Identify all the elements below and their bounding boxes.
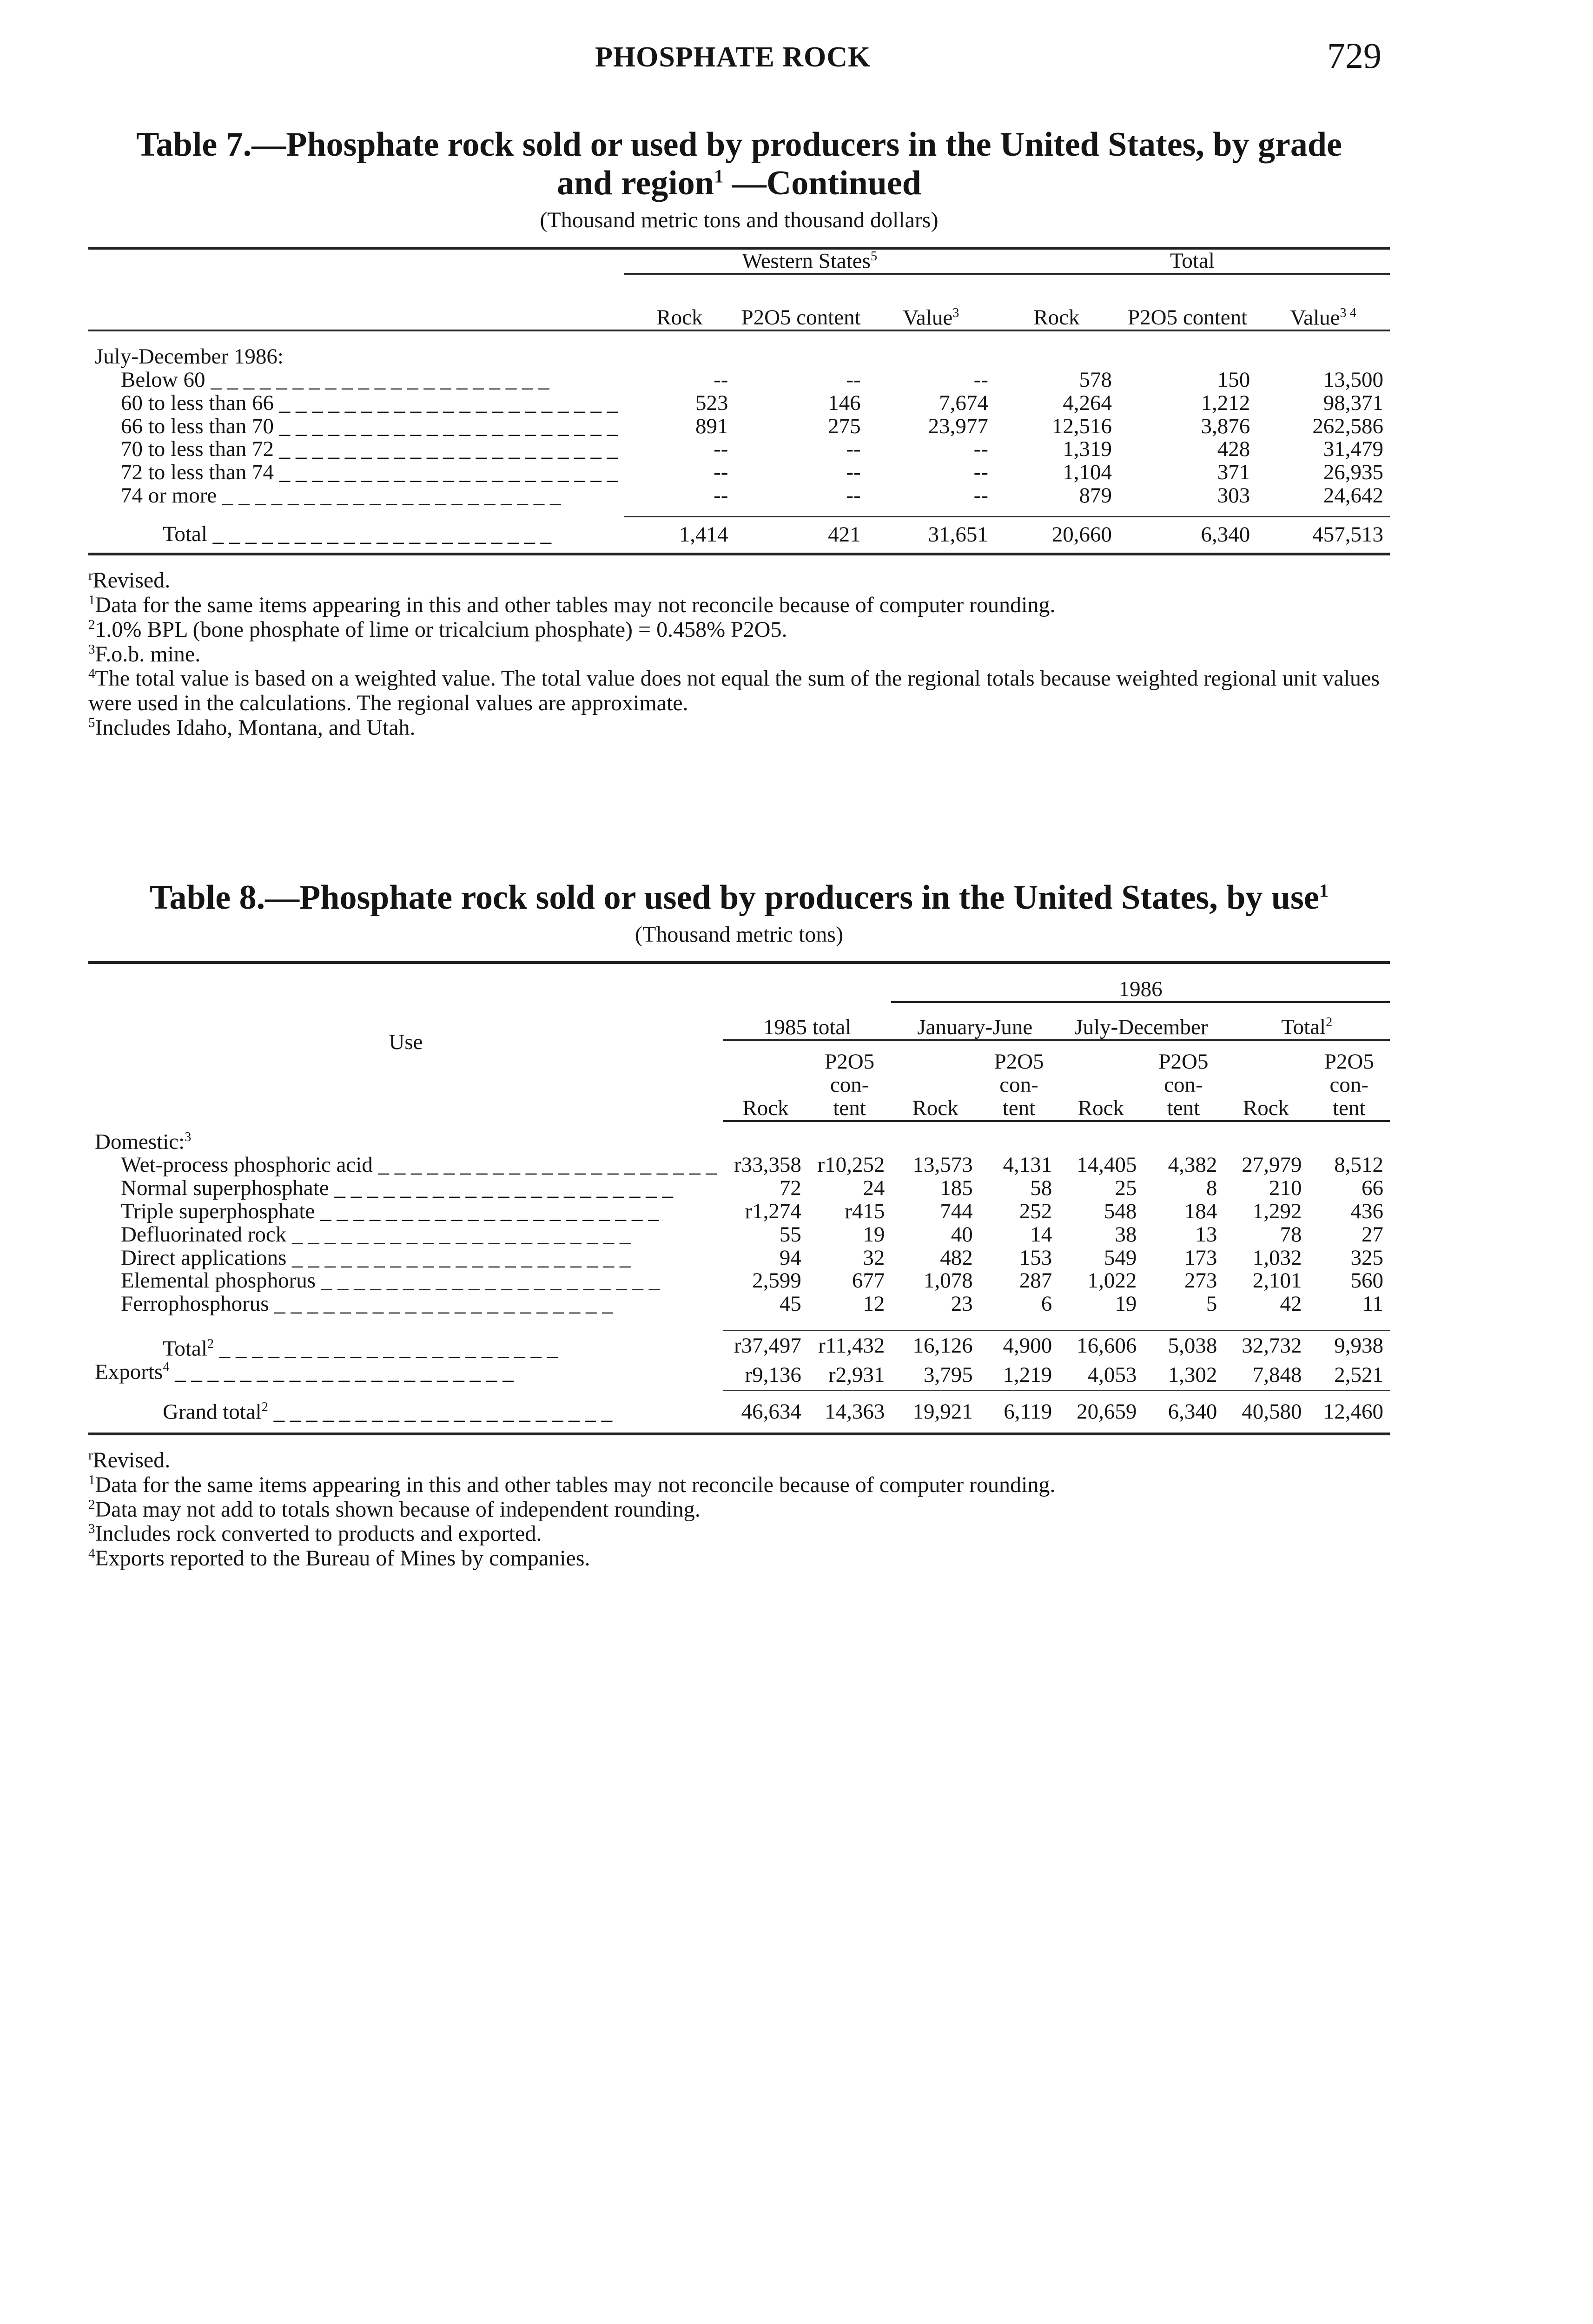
col-p2o5: P2O5 con- tent xyxy=(979,1040,1059,1121)
table-row: Below 60 _ _ _ -- -- -- 578 150 13,500 xyxy=(88,369,1390,392)
table-7-title: Table 7.—Phosphate rock sold or used by producers in the United States, by grade and region$^1$ —Continued xyxy=(136,125,1342,202)
table-row: 66 to less than 70 _ _ _ 891 275 23,977 12,516 3,876 262,586 xyxy=(88,415,1390,438)
group-1985-total: 1985 total xyxy=(723,1002,891,1040)
group-jul-dec: July-December xyxy=(1058,1002,1223,1040)
table-row: Wet-process phosphoric acid _ _ _ r33,358 r10,252 13,573 4,131 14,405 4,382 27,979 8,512 xyxy=(88,1154,1390,1177)
group-western-states: Western States$^5$ xyxy=(624,248,995,274)
page-number: 729 xyxy=(1327,35,1381,76)
col-value-total: Value$^{3 4}$ xyxy=(1256,274,1390,330)
table-8-grid xyxy=(88,961,1390,1435)
col-p2o5: P2O5 con- tent xyxy=(808,1040,891,1121)
footnote: $^2$1.0% BPL (bone phosphate of lime or tricalcium phosphate) = 0.458% P2O5. xyxy=(88,617,787,642)
col-rock-total: Rock xyxy=(995,274,1118,330)
table-row: 70 to less than 72 _ _ _ -- -- -- 1,319 428 31,479 xyxy=(88,438,1390,461)
exports-row: Exports$^4$ _ _ _ r9,136 r2,931 3,795 1,219 4,053 1,302 7,848 2,521 xyxy=(88,1360,1390,1390)
col-p2o5: P2O5 content xyxy=(734,274,867,330)
grand-total-row: Grand total$^2$ _ _ _ 46,634 14,363 19,921 6,119 20,659 6,340 40,580 12,460 xyxy=(88,1390,1390,1433)
table-row: Direct applications _ _ _ 94 32 482 153 549 173 1,032 325 xyxy=(88,1247,1390,1270)
table-8-footnotes xyxy=(88,1448,1390,1571)
col-p2o5: P2O5 con- tent xyxy=(1309,1040,1390,1121)
footnote: $^r$Revised. xyxy=(88,568,171,593)
table-7-grid xyxy=(88,247,1390,555)
col-rock: Rock xyxy=(1058,1040,1143,1121)
footnote: $^1$Data for the same items appearing in this and other tables may not reconcile because of computer rounding. xyxy=(88,593,1056,618)
table-7-units: (Thousand metric tons and thousand dollars) xyxy=(540,207,939,232)
footnote: $^r$Revised. xyxy=(88,1447,171,1472)
table-row: Elemental phosphorus _ _ _ 2,599 677 1,078 287 1,022 273 2,101 560 xyxy=(88,1269,1390,1293)
total-row: Total _ _ _ 1,414 421 31,651 20,660 6,340 457,513 xyxy=(88,516,1390,554)
table-8 xyxy=(88,878,1390,1571)
col-p2o5-total: P2O5 content xyxy=(1118,274,1256,330)
table-row: Triple superphosphate _ _ _ r1,274 r415 744 252 548 184 1,292 436 xyxy=(88,1200,1390,1223)
table-row: Normal superphosphate _ _ _ 72 24 185 58 25 8 210 66 xyxy=(88,1177,1390,1200)
table-7 xyxy=(88,125,1390,740)
table-7-footnotes xyxy=(88,568,1390,740)
col-value: Value$^3$ xyxy=(867,274,995,330)
col-rock: Rock xyxy=(723,1040,808,1121)
group-total: Total$^2$ xyxy=(1223,1002,1390,1040)
footnote: $^2$Data may not add to totals shown because of independent rounding. xyxy=(88,1497,701,1522)
section-label: July-December 1986: xyxy=(95,344,284,369)
table-row: 74 or more _ _ _ -- -- -- 879 303 24,642 xyxy=(88,484,1390,508)
footnote: $^3$Includes rock converted to products and exported. xyxy=(88,1521,542,1546)
section-label: Domestic:$^3$ xyxy=(95,1129,192,1154)
group-total: Total xyxy=(995,248,1390,274)
footnote: $^4$Exports reported to the Bureau of Mines by companies. xyxy=(88,1546,590,1571)
table-row: Defluorinated rock _ _ _ 55 19 40 14 38 13 78 27 xyxy=(88,1223,1390,1247)
total-row: Total$^2$ _ _ _ r37,497 r11,432 16,126 4,900 16,606 5,038 32,732 9,938 xyxy=(88,1331,1390,1360)
col-rock: Rock xyxy=(891,1040,979,1121)
col-p2o5: P2O5 con- tent xyxy=(1143,1040,1223,1121)
footnote: $^3$F.o.b. mine. xyxy=(88,641,201,667)
running-head: PHOSPHATE ROCK xyxy=(595,41,871,73)
table-row: Ferrophosphorus _ _ _ 45 12 23 6 19 5 42 11 xyxy=(88,1293,1390,1316)
col-use: Use xyxy=(88,963,723,1121)
group-1986: 1986 xyxy=(891,963,1390,1002)
footnote: $^5$Includes Idaho, Montana, and Utah. xyxy=(88,715,416,740)
group-jan-jun: January-June xyxy=(891,1002,1058,1040)
table-8-title: Table 8.—Phosphate rock sold or used by producers in the United States, by use$^1$ xyxy=(149,878,1329,917)
footnote: $^1$Data for the same items appearing in this and other tables may not reconcile because of computer rounding. xyxy=(88,1472,1056,1497)
col-rock: Rock xyxy=(1223,1040,1308,1121)
table-row: 72 to less than 74 _ _ _ -- -- -- 1,104 371 26,935 xyxy=(88,461,1390,484)
page-header xyxy=(0,33,1593,88)
col-rock: Rock xyxy=(624,274,734,330)
table-8-units: (Thousand metric tons) xyxy=(635,922,843,947)
footnote: $^4$The total value is based on a weighted value. The total value does not equal the sum of the regional totals because weighted regional unit values were used in the calculations. The regional values are approximate. xyxy=(88,666,1380,716)
table-row: 60 to less than 66 _ _ _ 523 146 7,674 4,264 1,212 98,371 xyxy=(88,392,1390,415)
